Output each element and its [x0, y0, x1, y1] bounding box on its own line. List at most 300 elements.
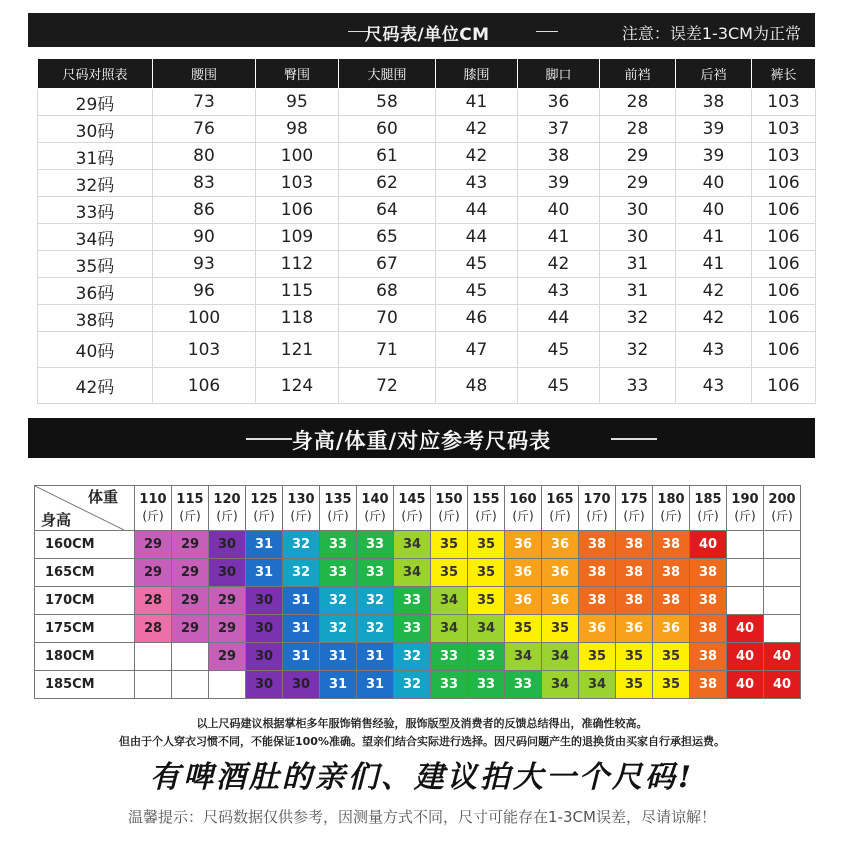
size-value-cell: 67 — [339, 251, 436, 278]
height-weight-table — [34, 485, 801, 699]
weight-value: 130 — [287, 492, 315, 507]
height-weight-title: 身高/体重/对应参考尺码表 — [291, 429, 552, 453]
size-row — [38, 251, 816, 278]
recommended-size-cell: 32 — [357, 615, 394, 643]
size-value-cell: 103 — [752, 143, 816, 170]
size-value-cell: 112 — [256, 251, 339, 278]
recommended-size-cell: 40 — [727, 671, 764, 699]
size-column-header: 后裆 — [676, 59, 752, 89]
recommended-size-cell: 34 — [542, 643, 579, 671]
height-label: 170CM — [35, 587, 135, 615]
recommended-size-cell — [727, 531, 764, 559]
recommended-size-cell: 33 — [357, 531, 394, 559]
weight-unit: (斤) — [253, 509, 275, 523]
size-value-cell: 95 — [256, 89, 339, 116]
size-value-cell: 46 — [436, 305, 518, 332]
recommended-size-cell: 29 — [172, 559, 209, 587]
size-value-cell: 44 — [518, 305, 600, 332]
recommended-size-cell: 33 — [431, 643, 468, 671]
size-value-cell: 41 — [676, 251, 752, 278]
weight-value: 125 — [250, 492, 278, 507]
recommended-size-cell: 38 — [653, 531, 690, 559]
size-value-cell: 40 — [518, 197, 600, 224]
weight-value: 165 — [546, 492, 574, 507]
weight-value: 145 — [398, 492, 426, 507]
size-value-cell: 96 — [153, 278, 256, 305]
size-column-header: 裤长 — [752, 59, 816, 89]
size-value-cell: 39 — [518, 170, 600, 197]
recommended-size-cell: 40 — [764, 671, 801, 699]
size-label-cell: 38码 — [38, 305, 153, 332]
weight-value: 110 — [139, 492, 167, 507]
recommended-size-cell: 33 — [468, 671, 505, 699]
recommended-size-cell: 40 — [727, 643, 764, 671]
size-chart-banner — [28, 13, 815, 47]
size-value-cell: 70 — [339, 305, 436, 332]
size-value-cell: 42 — [518, 251, 600, 278]
corner-cell — [35, 486, 135, 531]
size-label-cell: 33码 — [38, 197, 153, 224]
size-value-cell: 33 — [600, 368, 676, 404]
recommended-size-cell: 32 — [283, 559, 320, 587]
size-value-cell: 76 — [153, 116, 256, 143]
size-value-cell: 60 — [339, 116, 436, 143]
weight-header-row — [35, 486, 801, 531]
recommended-size-cell: 35 — [579, 643, 616, 671]
weight-value: 135 — [324, 492, 352, 507]
recommended-size-cell — [727, 587, 764, 615]
weight-unit: (斤) — [734, 509, 756, 523]
size-value-cell: 41 — [436, 89, 518, 116]
recommended-size-cell: 40 — [727, 615, 764, 643]
height-row — [35, 671, 801, 699]
size-value-cell: 42 — [436, 116, 518, 143]
height-label: 185CM — [35, 671, 135, 699]
size-value-cell: 45 — [518, 332, 600, 368]
weight-column-header — [764, 486, 801, 531]
recommended-size-cell: 29 — [135, 559, 172, 587]
weight-unit: (斤) — [290, 509, 312, 523]
height-row — [35, 615, 801, 643]
weight-value: 185 — [694, 492, 722, 507]
recommended-size-cell: 29 — [209, 643, 246, 671]
weight-value: 160 — [509, 492, 537, 507]
recommended-size-cell: 29 — [209, 587, 246, 615]
size-value-cell: 103 — [752, 116, 816, 143]
size-row — [38, 278, 816, 305]
size-value-cell: 40 — [676, 170, 752, 197]
recommended-size-cell: 33 — [505, 671, 542, 699]
recommended-size-cell: 35 — [431, 531, 468, 559]
size-value-cell: 106 — [752, 368, 816, 404]
height-weight-banner — [28, 418, 815, 458]
weight-value: 170 — [583, 492, 611, 507]
recommended-size-cell: 33 — [431, 671, 468, 699]
recommended-size-cell: 40 — [764, 643, 801, 671]
recommended-size-cell — [135, 643, 172, 671]
recommended-size-cell: 30 — [246, 615, 283, 643]
size-value-cell: 72 — [339, 368, 436, 404]
size-column-header: 大腿围 — [339, 59, 436, 89]
recommended-size-cell: 33 — [320, 531, 357, 559]
recommended-size-cell: 31 — [283, 587, 320, 615]
weight-column-header — [468, 486, 505, 531]
recommended-size-cell — [764, 559, 801, 587]
recommended-size-cell: 32 — [320, 615, 357, 643]
weight-value: 190 — [731, 492, 759, 507]
weight-value: 200 — [768, 492, 796, 507]
size-value-cell: 30 — [600, 197, 676, 224]
recommended-size-cell: 31 — [283, 615, 320, 643]
size-label-cell: 35码 — [38, 251, 153, 278]
size-value-cell: 29 — [600, 143, 676, 170]
recommended-size-cell: 36 — [579, 615, 616, 643]
height-label: 175CM — [35, 615, 135, 643]
size-value-cell: 109 — [256, 224, 339, 251]
size-value-cell: 42 — [676, 305, 752, 332]
size-value-cell: 115 — [256, 278, 339, 305]
recommended-size-cell: 38 — [690, 587, 727, 615]
recommended-size-cell: 33 — [394, 587, 431, 615]
recommended-size-cell — [209, 671, 246, 699]
size-value-cell: 29 — [600, 170, 676, 197]
size-value-cell: 42 — [436, 143, 518, 170]
weight-column-header — [394, 486, 431, 531]
size-value-cell: 58 — [339, 89, 436, 116]
size-value-cell: 38 — [676, 89, 752, 116]
recommended-size-cell: 36 — [505, 531, 542, 559]
banner-dash-right — [536, 31, 558, 32]
banner-dash-right — [611, 438, 657, 440]
recommended-size-cell: 35 — [505, 615, 542, 643]
recommended-size-cell: 29 — [135, 531, 172, 559]
recommended-size-cell — [764, 531, 801, 559]
weight-column-header — [246, 486, 283, 531]
recommended-size-cell: 33 — [357, 559, 394, 587]
size-column-header: 腰围 — [153, 59, 256, 89]
size-value-cell: 32 — [600, 332, 676, 368]
recommended-size-cell: 32 — [394, 671, 431, 699]
recommended-size-cell: 38 — [579, 587, 616, 615]
recommended-size-cell — [135, 671, 172, 699]
size-value-cell: 28 — [600, 89, 676, 116]
size-value-cell: 61 — [339, 143, 436, 170]
size-value-cell: 44 — [436, 197, 518, 224]
recommended-size-cell: 30 — [283, 671, 320, 699]
recommended-size-cell: 38 — [579, 559, 616, 587]
recommended-size-cell: 35 — [653, 671, 690, 699]
recommended-size-cell — [172, 643, 209, 671]
size-value-cell: 31 — [600, 251, 676, 278]
recommended-size-cell — [727, 559, 764, 587]
weight-value: 155 — [472, 492, 500, 507]
recommended-size-cell: 34 — [468, 615, 505, 643]
recommended-size-cell: 38 — [690, 643, 727, 671]
size-value-cell: 71 — [339, 332, 436, 368]
recommended-size-cell: 35 — [468, 559, 505, 587]
weight-column-header — [505, 486, 542, 531]
size-row — [38, 89, 816, 116]
size-value-cell: 106 — [752, 197, 816, 224]
height-row — [35, 643, 801, 671]
height-row — [35, 531, 801, 559]
weight-unit: (斤) — [771, 509, 793, 523]
size-value-cell: 83 — [153, 170, 256, 197]
recommended-size-cell: 34 — [394, 531, 431, 559]
recommended-size-cell: 31 — [246, 531, 283, 559]
recommended-size-cell: 34 — [431, 587, 468, 615]
recommended-size-cell: 34 — [579, 671, 616, 699]
recommended-size-cell: 34 — [394, 559, 431, 587]
size-label-cell: 34码 — [38, 224, 153, 251]
size-value-cell: 106 — [752, 251, 816, 278]
size-value-cell: 98 — [256, 116, 339, 143]
size-value-cell: 100 — [153, 305, 256, 332]
height-row — [35, 587, 801, 615]
size-row — [38, 224, 816, 251]
size-value-cell: 106 — [752, 332, 816, 368]
recommended-size-cell: 35 — [542, 615, 579, 643]
recommended-size-cell: 32 — [394, 643, 431, 671]
recommended-size-cell: 32 — [320, 587, 357, 615]
recommended-size-cell: 38 — [653, 587, 690, 615]
size-value-cell: 86 — [153, 197, 256, 224]
recommended-size-cell: 36 — [542, 587, 579, 615]
weight-unit: (斤) — [586, 509, 608, 523]
recommended-size-cell: 35 — [431, 559, 468, 587]
weight-column-header — [616, 486, 653, 531]
size-row — [38, 332, 816, 368]
size-value-cell: 32 — [600, 305, 676, 332]
size-value-cell: 40 — [676, 197, 752, 224]
recommended-size-cell: 34 — [542, 671, 579, 699]
size-value-cell: 43 — [676, 332, 752, 368]
weight-axis-label: 体重 — [87, 488, 118, 506]
recommended-size-cell: 38 — [616, 531, 653, 559]
recommended-size-cell: 31 — [320, 671, 357, 699]
size-value-cell: 42 — [676, 278, 752, 305]
height-label: 180CM — [35, 643, 135, 671]
recommended-size-cell: 36 — [653, 615, 690, 643]
size-value-cell: 36 — [518, 89, 600, 116]
recommended-size-cell: 34 — [431, 615, 468, 643]
measurement-tip: 温馨提示：尺码数据仅供参考，因测量方式不同，尺寸可能存在1-3CM误差，尽请谅解！ — [128, 808, 716, 826]
height-axis-label: 身高 — [41, 511, 72, 529]
weight-value: 115 — [176, 492, 204, 507]
weight-column-header — [653, 486, 690, 531]
recommended-size-cell: 38 — [690, 559, 727, 587]
size-label-cell: 42码 — [38, 368, 153, 404]
size-value-cell: 106 — [752, 278, 816, 305]
size-value-cell: 106 — [752, 170, 816, 197]
recommended-size-cell: 31 — [283, 643, 320, 671]
recommended-size-cell: 30 — [209, 559, 246, 587]
recommended-size-cell: 38 — [690, 671, 727, 699]
recommended-size-cell: 38 — [616, 587, 653, 615]
recommended-size-cell: 30 — [209, 531, 246, 559]
recommended-size-cell: 35 — [468, 531, 505, 559]
weight-column-header — [727, 486, 764, 531]
weight-unit: (斤) — [623, 509, 645, 523]
weight-unit: (斤) — [327, 509, 349, 523]
size-label-cell: 29码 — [38, 89, 153, 116]
size-row — [38, 116, 816, 143]
weight-unit: (斤) — [438, 509, 460, 523]
disclaimer-line-2: 但由于个人穿衣习惯不同，不能保证100%准确。望亲们结合实际进行选择。因尺码问题产生的退换货由买家自行承担运费。 — [119, 735, 725, 748]
size-value-cell: 73 — [153, 89, 256, 116]
size-value-cell: 31 — [600, 278, 676, 305]
recommended-size-cell: 33 — [320, 559, 357, 587]
size-value-cell: 103 — [153, 332, 256, 368]
size-value-cell: 41 — [518, 224, 600, 251]
weight-unit: (斤) — [475, 509, 497, 523]
recommended-size-cell: 36 — [542, 531, 579, 559]
recommended-size-cell: 38 — [690, 615, 727, 643]
size-value-cell: 106 — [153, 368, 256, 404]
beer-belly-advice: 有啤酒肚的亲们、建议拍大一个尺码! — [149, 760, 695, 795]
size-value-cell: 37 — [518, 116, 600, 143]
recommended-size-cell: 31 — [357, 671, 394, 699]
recommended-size-cell: 32 — [357, 587, 394, 615]
weight-unit: (斤) — [364, 509, 386, 523]
size-value-cell: 45 — [518, 368, 600, 404]
recommended-size-cell: 36 — [505, 559, 542, 587]
size-value-cell: 100 — [256, 143, 339, 170]
weight-column-header — [690, 486, 727, 531]
recommended-size-cell — [172, 671, 209, 699]
recommended-size-cell: 36 — [616, 615, 653, 643]
weight-unit: (斤) — [512, 509, 534, 523]
size-row — [38, 368, 816, 404]
size-value-cell: 62 — [339, 170, 436, 197]
size-value-cell: 103 — [256, 170, 339, 197]
size-value-cell: 106 — [752, 305, 816, 332]
weight-column-header — [209, 486, 246, 531]
size-label-cell: 36码 — [38, 278, 153, 305]
recommended-size-cell: 33 — [394, 615, 431, 643]
size-value-cell: 41 — [676, 224, 752, 251]
recommended-size-cell: 30 — [246, 587, 283, 615]
size-value-cell: 106 — [256, 197, 339, 224]
recommended-size-cell: 29 — [172, 615, 209, 643]
size-value-cell: 80 — [153, 143, 256, 170]
weight-value: 120 — [213, 492, 241, 507]
weight-value: 175 — [620, 492, 648, 507]
size-label-cell: 31码 — [38, 143, 153, 170]
size-value-cell: 39 — [676, 143, 752, 170]
recommended-size-cell: 29 — [209, 615, 246, 643]
recommended-size-cell: 38 — [616, 559, 653, 587]
size-label-cell: 30码 — [38, 116, 153, 143]
recommended-size-cell: 38 — [653, 559, 690, 587]
size-table-header — [38, 59, 816, 89]
size-value-cell: 103 — [752, 89, 816, 116]
recommended-size-cell: 33 — [468, 643, 505, 671]
weight-column-header — [542, 486, 579, 531]
weight-value: 140 — [361, 492, 389, 507]
recommended-size-cell: 31 — [246, 559, 283, 587]
weight-unit: (斤) — [142, 509, 164, 523]
size-value-cell: 90 — [153, 224, 256, 251]
recommended-size-cell: 38 — [579, 531, 616, 559]
height-label: 160CM — [35, 531, 135, 559]
weight-column-header — [283, 486, 320, 531]
size-table — [37, 58, 816, 404]
size-value-cell: 38 — [518, 143, 600, 170]
size-column-header: 脚口 — [518, 59, 600, 89]
size-value-cell: 68 — [339, 278, 436, 305]
size-value-cell: 44 — [436, 224, 518, 251]
recommended-size-cell: 28 — [135, 587, 172, 615]
weight-unit: (斤) — [549, 509, 571, 523]
size-value-cell: 65 — [339, 224, 436, 251]
recommended-size-cell: 31 — [320, 643, 357, 671]
recommended-size-cell: 30 — [246, 671, 283, 699]
weight-column-header — [579, 486, 616, 531]
size-value-cell: 47 — [436, 332, 518, 368]
recommended-size-cell: 35 — [468, 587, 505, 615]
recommended-size-cell: 40 — [690, 531, 727, 559]
size-value-cell: 43 — [436, 170, 518, 197]
recommended-size-cell — [764, 587, 801, 615]
recommended-size-cell: 35 — [616, 671, 653, 699]
weight-unit: (斤) — [697, 509, 719, 523]
size-column-header: 尺码对照表 — [38, 59, 153, 89]
height-label: 165CM — [35, 559, 135, 587]
recommended-size-cell — [764, 615, 801, 643]
height-row — [35, 559, 801, 587]
size-column-header: 臀围 — [256, 59, 339, 89]
recommended-size-cell: 36 — [542, 559, 579, 587]
size-row — [38, 197, 816, 224]
recommended-size-cell: 35 — [653, 643, 690, 671]
weight-column-header — [357, 486, 394, 531]
size-value-cell: 45 — [436, 278, 518, 305]
weight-value: 180 — [657, 492, 685, 507]
recommended-size-cell: 30 — [246, 643, 283, 671]
recommended-size-cell: 34 — [505, 643, 542, 671]
size-value-cell: 121 — [256, 332, 339, 368]
weight-column-header — [135, 486, 172, 531]
recommended-size-cell: 35 — [616, 643, 653, 671]
disclaimer-line-1: 以上尺码建议根据掌柜多年服饰销售经验，服饰版型及消费者的反馈总结得出，准确性较高。 — [196, 717, 648, 730]
size-row — [38, 143, 816, 170]
size-value-cell: 124 — [256, 368, 339, 404]
size-value-cell: 43 — [518, 278, 600, 305]
recommended-size-cell: 29 — [172, 587, 209, 615]
size-value-cell: 48 — [436, 368, 518, 404]
weight-unit: (斤) — [660, 509, 682, 523]
size-value-cell: 43 — [676, 368, 752, 404]
weight-column-header — [431, 486, 468, 531]
size-value-cell: 64 — [339, 197, 436, 224]
recommended-size-cell: 36 — [505, 587, 542, 615]
size-label-cell: 40码 — [38, 332, 153, 368]
tolerance-note: 注意：误差1-3CM为正常 — [621, 24, 801, 43]
size-value-cell: 45 — [436, 251, 518, 278]
size-value-cell: 93 — [153, 251, 256, 278]
size-row — [38, 305, 816, 332]
size-column-header: 膝围 — [436, 59, 518, 89]
recommended-size-cell: 32 — [283, 531, 320, 559]
weight-unit: (斤) — [401, 509, 423, 523]
recommended-size-cell: 28 — [135, 615, 172, 643]
size-value-cell: 28 — [600, 116, 676, 143]
size-value-cell: 30 — [600, 224, 676, 251]
size-column-header: 前裆 — [600, 59, 676, 89]
size-label-cell: 32码 — [38, 170, 153, 197]
weight-column-header — [320, 486, 357, 531]
